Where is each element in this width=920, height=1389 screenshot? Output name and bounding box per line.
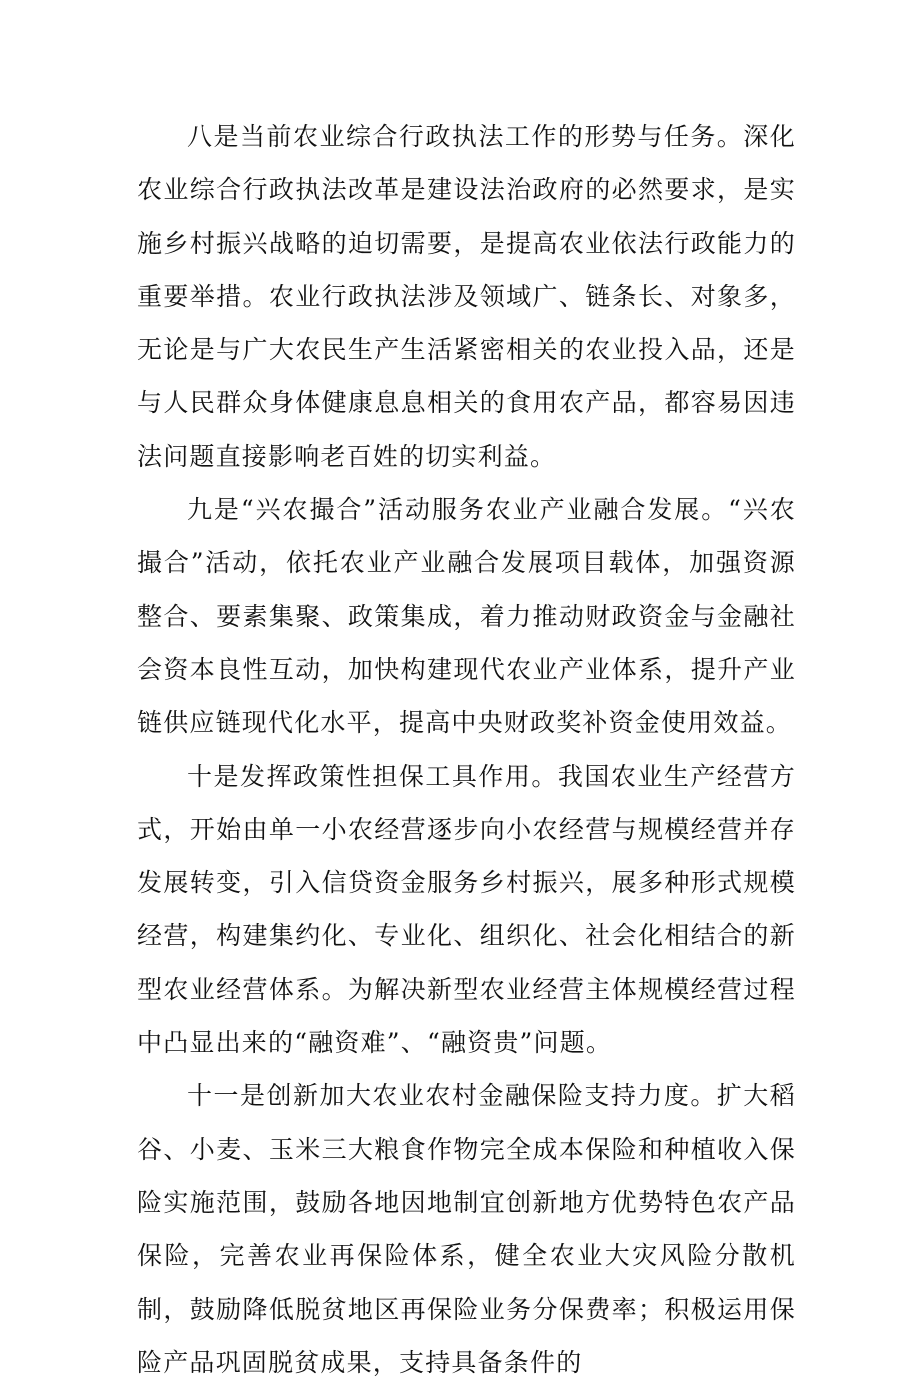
paragraph-8: 八是当前农业综合行政执法工作的形势与任务。深化农业综合行政执法改革是建设法治政府的必然要求，是实施乡村振兴战略的迫切需要，是提高农业依法行政能力的重要举措。农业行政执法涉及领域广、链条长、对象多，无论是与广大农民生产生活紧密相关的农业投入品，还是与人民群众身体健康息息相关的食用农产品，都容易因违法问题直接影响老百姓的切实利益。 <box>137 122 796 471</box>
paragraph-9: 九是“兴农撮合”活动服务农业产业融合发展。“兴农撮合”活动，依托农业产业融合发展项目载体，加强资源整合、要素集聚、政策集成，着力推动财政资金与金融社会资本良性互动，加快构建现代农业产业体系，提升产业链供应链现代化水平，提高中央财政奖补资金使用效益。 <box>137 495 796 738</box>
paragraph-10: 十是发挥政策性担保工具作用。我国农业生产经营方式，开始由单一小农经营逐步向小农经营与规模经营并存发展转变，引入信贷资金服务乡村振兴，展多种形式规模经营，构建集约化、专业化、组织化、社会化相结合的新型农业经营体系。为解决新型农业经营主体规模经营过程中凸显出来的“融资难”、“融资贵”问题。 <box>137 761 796 1058</box>
paragraph-11: 十一是创新加大农业农村金融保险支持力度。扩大稻谷、小麦、玉米三大粮食作物完全成本保险和种植收入保险实施范围，鼓励各地因地制宜创新地方优势特色农产品保险，完善农业再保险体系，健全农业大灾风险分散机制，鼓励降低脱贫地区再保险业务分保费率；积极运用保险产品巩固脱贫成果，支持具备条件的 <box>137 1081 796 1377</box>
